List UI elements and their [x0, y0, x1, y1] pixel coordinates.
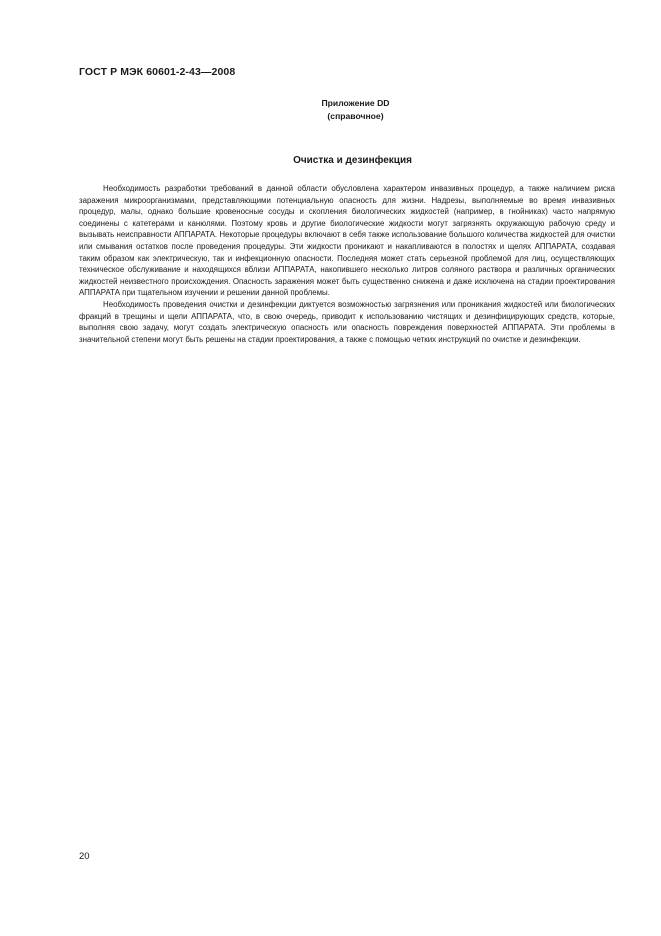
document-header: ГОСТ Р МЭК 60601-2-43—2008	[79, 66, 236, 78]
section-title-text: Очистка и дезинфекция	[293, 155, 412, 166]
paragraph: Необходимость разработки требований в данной области обусловлена характером инвазивных процедур, а также наличием риска заражения микроорганизмами, представляющими потенциальную опасность для жизни. Надрезы, выполняемые во время инвазивных процедур, малы, однако большие кровеносные сосуды и скопления биологических жидкостей (например, в гнойниках) часто напрямую соединены с катетерами и канюлями. Поэтому кровь и другие биологические жидкости могут загрязнять окружающую рабочую среду и вызывать неисправности АППАРАТА. Некоторые процедуры включают в себя также использование большого количества жидкостей для очистки или смывания остатков после проведения процедуры. Эти жидкости проникают и накапливаются в полостях и щелях АППАРАТА, создавая таким образом как электрическую, так и инфекционную опасности. Последняя может стать серьезной проблемой для лиц, осуществляющих техническое обслуживание и находящихся вблизи АППАРАТА, накопившего несколько литров соляного раствора и различных органических жидкостей неизвестного происхождения. Опасность заражения может быть существенно снижена и даже исключена на стадии проектирования АППАРАТА при тщательном изучении и решении данной проблемы.	[79, 184, 615, 298]
paragraph: Необходимость проведения очистки и дезинфекции диктуется возможностью загрязнения или проникания жидкостей или биологических фракций в трещины и щели АППАРАТА, что, в свою очередь, приводит к использованию чистящих и дезинфицирующих средств, которые, выполняя свою задачу, могут создать электрическую опасность или опасность повреждения поверхностей АППАРАТА. Эти проблемы в значительной степени могут быть решены на стадии проектирования, а также с помощью четких инструкций по очистке и дезинфекции.	[79, 299, 615, 344]
annex-kind: (справочное)	[327, 110, 384, 121]
page-number: 20	[79, 851, 90, 862]
annex-heading	[0, 97, 661, 122]
section-title	[0, 155, 661, 166]
annex-label: Приложение DD	[321, 98, 390, 108]
body-text	[79, 183, 615, 345]
